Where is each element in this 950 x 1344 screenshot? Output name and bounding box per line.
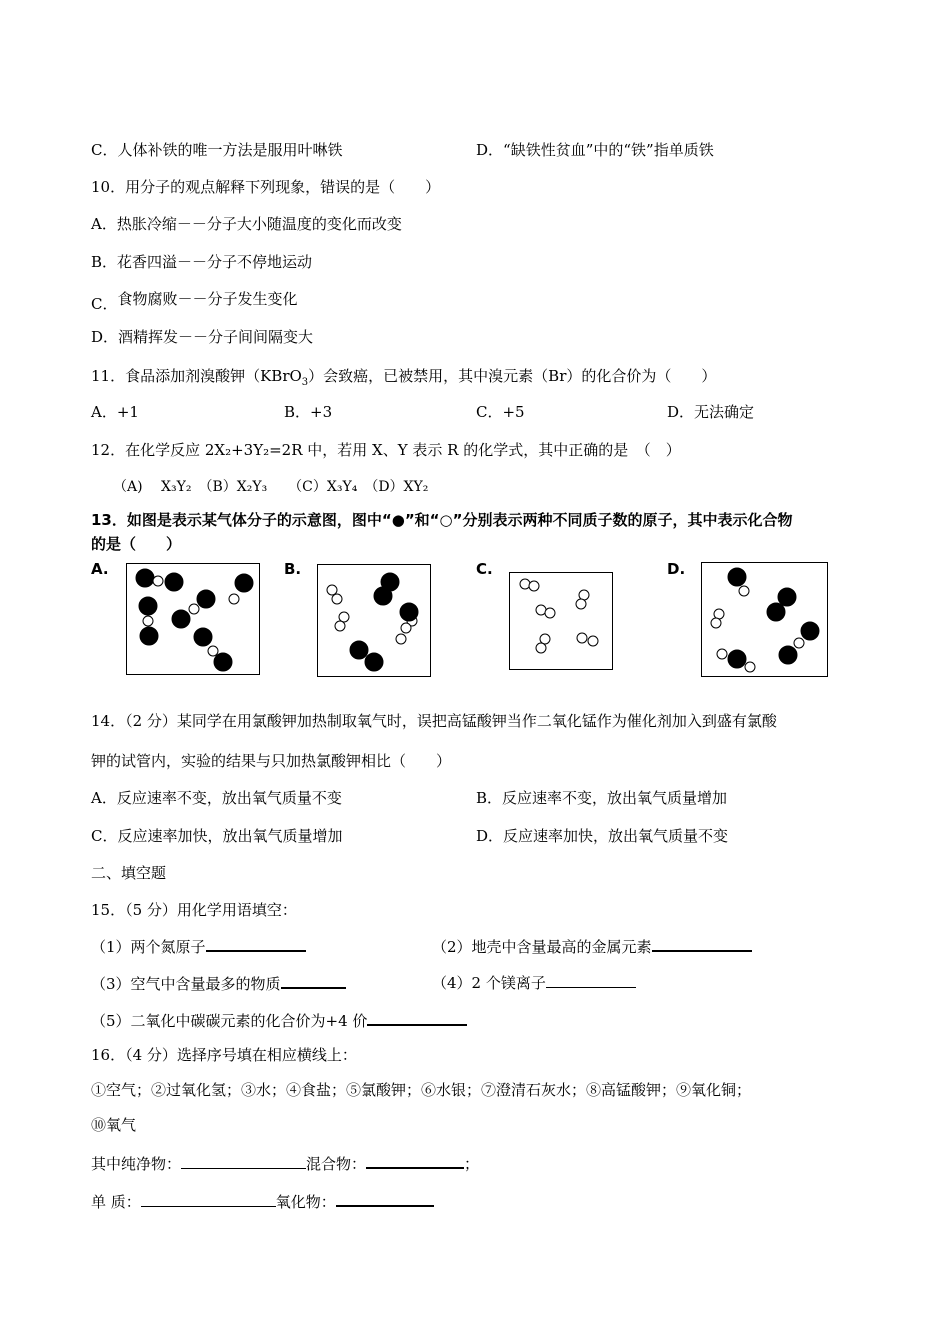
q13-diagram-a (126, 563, 260, 675)
q13-label-c: C. (476, 560, 493, 578)
q14-stem-line2: 钾的试管内，实验的结果与只加热氯酸钾相比（ ） (91, 752, 452, 770)
q10-option-b: B．花香四溢－－分子不停地运动 (91, 253, 313, 271)
q16-mixture-label: 混合物： (306, 1155, 367, 1173)
q13-diagram-b (317, 564, 431, 677)
q15-part1-blank[interactable] (206, 935, 306, 952)
q16-pure-blank[interactable] (181, 1153, 306, 1169)
q9-option-d: D．“缺铁性贫血”中的“铁”指单质铁 (476, 141, 714, 159)
q10-option-d: D．酒精挥发－－分子间间隔变大 (91, 328, 314, 346)
q16-item-10: ⑩氧气 (91, 1116, 137, 1134)
q16-line-element-oxide (91, 1190, 434, 1212)
q14-option-a: A．反应速率不变，放出氧气质量不变 (91, 789, 342, 807)
q11-option-a: A．+1 (91, 403, 139, 421)
q15-part5-text: （5）二氧化中碳碳元素的化合价为+4 价 (91, 1012, 368, 1030)
q13-diagram-c (509, 572, 613, 670)
q10-stem: 10．用分子的观点解释下列现象，错误的是（ ） (91, 178, 441, 196)
q16-pure-label: 其中纯净物： (91, 1155, 182, 1173)
q16-items: ①空气；②过氧化氢；③水；④食盐；⑤氯酸钾；⑥水银；⑦澄清石灰水；⑧高锰酸钾；⑨氧化铜； (91, 1081, 752, 1099)
q11-stem-pre: 11．食品添加剂溴酸钾（KBrO (91, 367, 302, 385)
q12-stem: 12．在化学反应 2X₂+3Y₂=2R 中，若用 X、Y 表示 R 的化学式，其中正确的是 （ ） (91, 441, 681, 459)
q13-label-a: A. (91, 560, 109, 578)
q11-option-c: C．+5 (476, 403, 525, 421)
q15-part3-blank[interactable] (281, 972, 346, 989)
q15-part5 (91, 1009, 467, 1031)
q15-part3 (91, 972, 346, 994)
q14-option-b: B．反应速率不变，放出氧气质量增加 (476, 789, 728, 807)
q13-diagram-d (701, 562, 828, 677)
q16-element-blank[interactable] (141, 1191, 276, 1207)
section-title: 二、填空题 (91, 864, 167, 882)
q11-stem-post: ）会致癌，已被禁用，其中溴元素（Br）的化合价为（ ） (308, 367, 717, 385)
q16-semicolon: ； (464, 1155, 480, 1173)
q15-part1 (91, 935, 306, 957)
q15-stem: 15．（5 分）用化学用语填空： (91, 901, 297, 919)
q14-option-d: D．反应速率加快，放出氧气质量不变 (476, 827, 729, 845)
q11-option-b: B．+3 (284, 403, 333, 421)
q15-part3-text: （3）空气中含量最多的物质 (91, 975, 281, 993)
q16-element-label: 单 质： (91, 1193, 141, 1211)
q13-stem-line1: 13．如图是表示某气体分子的示意图，图中“●”和“○”分别表示两种不同质子数的原子，其中表示化合物 (91, 511, 793, 529)
q12-options: （A) X₃Y₂ （B）X₂Y₃ （C）X₃Y₄ （D）XY₂ (113, 479, 429, 495)
q14-option-c: C．反应速率加快，放出氧气质量增加 (91, 827, 343, 845)
q16-oxide-label: 氧化物： (275, 1193, 336, 1211)
q16-mixture-blank[interactable] (366, 1152, 464, 1169)
q11-stem-sub: 3 (301, 377, 309, 388)
q9-option-c: C．人体补铁的唯一方法是服用叶啉铁 (91, 141, 343, 159)
q10-option-a: A．热胀冷缩－－分子大小随温度的变化而改变 (91, 215, 402, 233)
q15-part2-text: （2）地壳中含量最高的金属元素 (432, 938, 652, 956)
q11-option-d: D．无法确定 (667, 403, 755, 421)
q10-option-c (91, 289, 298, 313)
q13-stem-line2: 的是（ ） (91, 535, 182, 553)
q11-stem (91, 366, 716, 393)
q13-label-b: B. (284, 560, 302, 578)
q15-part5-blank[interactable] (367, 1009, 467, 1026)
q15-part4 (432, 972, 636, 993)
q15-part1-text: （1）两个氮原子 (91, 938, 206, 956)
q14-stem-line1: 14．（2 分）某同学在用氯酸钾加热制取氧气时，误把高锰酸钾当作二氧化锰作为催化剂加入到盛有氯酸 (91, 712, 777, 730)
q13-label-d: D. (667, 560, 686, 578)
q15-part2 (432, 935, 752, 957)
q10-option-c-label: C． (91, 295, 118, 313)
q15-part4-text: （4）2 个镁离子 (432, 974, 546, 992)
q15-part4-blank[interactable] (546, 972, 636, 988)
q15-part2-blank[interactable] (652, 935, 752, 952)
q16-oxide-blank[interactable] (336, 1190, 434, 1207)
q10-option-c-text: 食物腐败－－分子发生变化 (117, 290, 298, 308)
q16-line-pure-mixture (91, 1152, 479, 1174)
q16-stem: 16．（4 分）选择序号填在相应横线上： (91, 1046, 357, 1064)
